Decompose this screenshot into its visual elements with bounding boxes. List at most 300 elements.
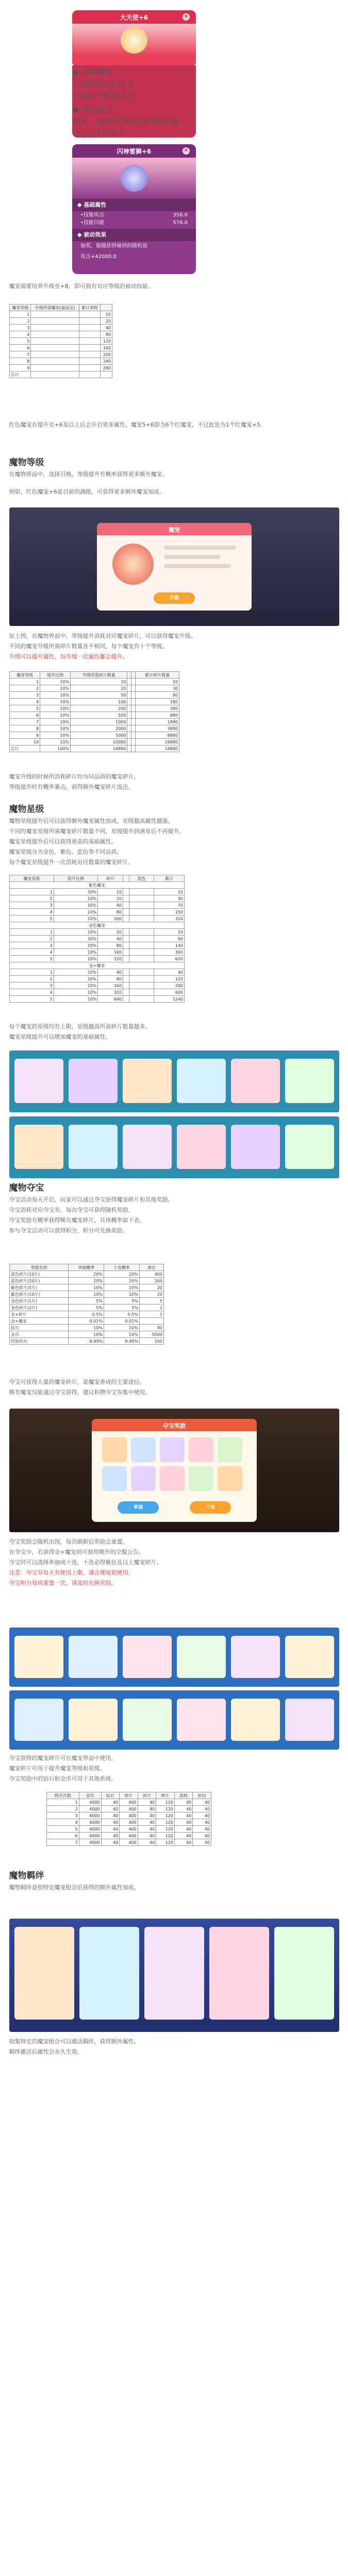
table-cell: 40 [154, 969, 185, 976]
table-row [47, 1799, 211, 1806]
table-cell: 620 [154, 956, 185, 962]
table-cell [127, 745, 131, 752]
paragraph: 在夺宝中，若获得金+魔宠则可获得额外的全服公告。 [9, 1549, 144, 1555]
table-row [10, 1331, 164, 1338]
paragraph: 不同的魔宠星级所需魔宠碎片数量不同，星级提升到满星后不再提升。 [9, 828, 185, 835]
paragraph: 夺宝活动每天开启，玩家可以通过夺宝获得魔宠碎片和其他奖励。 [9, 1196, 174, 1203]
table-row [10, 725, 179, 732]
table-cell: 累计消耗 [79, 304, 100, 311]
table-cell: 40 [193, 1806, 211, 1812]
table-cell: 3880 [136, 725, 179, 732]
table-cell [129, 976, 154, 982]
reward-tile [102, 1437, 127, 1462]
table-cell: 升级所需魔宠(最高至) [31, 304, 79, 311]
table-cell: 0.5% [104, 1311, 140, 1318]
table-cell: 10% [40, 719, 71, 725]
table-cell: 400 [120, 1799, 138, 1806]
table-cell [129, 936, 154, 942]
paragraph: 每个魔宠星级提升一次消耗对应数量的魔宠碎片。 [9, 859, 134, 866]
table-cell: 紫色碎片(10片) [10, 1291, 69, 1298]
table-cell: 1 [10, 969, 54, 976]
pet-card-2 [72, 144, 196, 274]
table-cell: 40 [101, 1806, 120, 1812]
table-cell [101, 371, 112, 378]
table-cell: 10% [54, 895, 98, 902]
table-cell [31, 345, 79, 351]
table-cell: 100 [139, 1338, 163, 1345]
star-screenshots-section [0, 1047, 348, 1181]
item-tile[interactable] [123, 1636, 172, 1678]
table-row [10, 1278, 164, 1284]
table-cell: 10% [54, 889, 98, 895]
passive-desc: 抽奖，能随获得碰到的随机值 [72, 116, 180, 126]
table-cell: 20% [104, 1278, 140, 1284]
table-row [10, 1325, 164, 1331]
table-cell: 120 [156, 1812, 175, 1819]
table-cell: 40 [98, 969, 123, 976]
table-cell: 1240 [154, 996, 185, 1003]
paragraph: 不同的魔宠升级所需碎片数量各不相同，每个魔宠有十个等级。 [9, 643, 168, 650]
text-block-9 [0, 1753, 348, 1792]
table-cell: 18880 [136, 745, 179, 752]
item-tile[interactable] [69, 1059, 118, 1103]
panel-title: 魔宠 [169, 527, 180, 533]
card1-stats-section [0, 67, 348, 139]
reward-tile [189, 1437, 213, 1462]
table-cell: 310 [154, 916, 185, 922]
table-cell: 40 [193, 1799, 211, 1806]
table-cell: 钻石 [101, 1792, 120, 1799]
section-bond [0, 1869, 348, 1916]
table-cell [131, 685, 136, 692]
table-cell: 2 [47, 1806, 79, 1812]
item-tile[interactable] [285, 1125, 334, 1169]
item-tile[interactable] [209, 1927, 269, 2020]
card1-stats [72, 65, 196, 138]
text-block-2 [0, 420, 348, 456]
item-tile[interactable] [285, 1636, 334, 1678]
table-cell: 40 [101, 1812, 120, 1819]
table-cell: 金+魔宠 [10, 1318, 69, 1325]
table-cell: 40 [193, 1812, 211, 1819]
table4-section [0, 1264, 348, 1377]
table-row [10, 1291, 164, 1298]
table-cell: 300 [154, 949, 185, 956]
table-cell: 0.5% [69, 1311, 104, 1318]
table-row [10, 996, 185, 1003]
level-table [9, 671, 179, 752]
item-tile[interactable] [69, 1699, 118, 1741]
table-cell: 80 [98, 942, 123, 949]
text-block-4 [0, 631, 348, 671]
table-row [47, 1839, 211, 1846]
table-cell: 50 [71, 692, 127, 699]
passive-extra: 攻击+4320.0 [72, 128, 125, 138]
card-art [72, 158, 196, 199]
passive-extra: 攻击+42000.0 [80, 254, 117, 260]
table-cell: 20% [104, 1271, 140, 1278]
table-cell: 40 [174, 1819, 193, 1826]
table-row [10, 1264, 164, 1271]
stat-row: •技能攻击 356.0 [80, 212, 188, 218]
item-tile[interactable] [231, 1636, 280, 1678]
table-cell: 魔宠等级 [10, 304, 31, 311]
item-tile[interactable] [14, 1699, 63, 1741]
table-cell: 2 [10, 936, 54, 942]
stat-row: •技能闪避 576.0 [80, 220, 188, 226]
table-row [10, 739, 179, 745]
item-tile[interactable] [14, 1059, 63, 1103]
table-row [47, 1806, 211, 1812]
item-tile[interactable] [14, 1927, 74, 2020]
treasure-popup [92, 1419, 257, 1522]
table-cell: 2 [139, 1304, 163, 1311]
paragraph: 夺宝消耗对应夺宝券，每次夺宝可获得随机奖励。 [9, 1207, 134, 1213]
ten-draw-button[interactable]: 十连 [190, 1501, 231, 1514]
text-block-7 [0, 1377, 348, 1405]
table-cell: 40 [174, 1826, 193, 1833]
table-cell [79, 311, 100, 318]
table-row [10, 1318, 164, 1325]
table-cell: 10 [10, 739, 40, 745]
table-cell [127, 739, 131, 745]
table-cell: 10% [54, 949, 98, 956]
table-cell: 5000 [71, 732, 127, 739]
upgrade-screenshot [9, 507, 339, 626]
table-cell: 蓝色碎片(10片) [10, 1271, 69, 1278]
item-tile[interactable] [231, 1699, 280, 1741]
table-cell: 10 [98, 889, 123, 895]
section-title: 魔物夺宝 [9, 1183, 44, 1193]
table-cell: 经验药水 [10, 1338, 69, 1345]
table-cell: 5% [69, 1298, 104, 1304]
treasure-screenshot [9, 1409, 339, 1532]
table-cell: 10% [40, 692, 71, 699]
table-row [10, 949, 185, 956]
item-tile[interactable] [123, 1059, 172, 1103]
table-cell: 80 [98, 976, 123, 982]
table-cell: 碎片 [138, 1792, 156, 1799]
text-block-6 [0, 1022, 348, 1047]
table-cell: 10000 [71, 739, 127, 745]
item-tile[interactable] [274, 1927, 334, 2020]
table-cell [129, 956, 154, 962]
table-row [10, 1311, 164, 1318]
star-table [9, 875, 185, 1003]
table-cell: 40 [174, 1839, 193, 1846]
table-cell: 80 [136, 692, 179, 699]
table-cell [127, 672, 131, 679]
pet-card-1 [72, 10, 196, 67]
item-tile[interactable] [123, 1699, 172, 1741]
table-cell: 魔宠星级 [10, 875, 54, 882]
table-cell: 10% [54, 909, 98, 916]
table-cell [123, 982, 129, 989]
table-cell: 3 [10, 902, 54, 909]
table-cell: 8 [10, 358, 31, 365]
table-cell [129, 895, 154, 902]
table-row [10, 679, 179, 685]
table-cell: 40 [101, 1819, 120, 1826]
table-cell [139, 1318, 163, 1325]
table-cell: 总计 [10, 371, 31, 378]
item-tile[interactable] [285, 1059, 334, 1103]
paragraph: 夺宝获得的魔宠碎片可在魔宠界面中使用。 [9, 1755, 117, 1761]
table-cell: 20 [139, 1291, 163, 1298]
card-art [72, 24, 196, 56]
table-cell: 4 [10, 949, 54, 956]
table-cell [123, 989, 129, 996]
table-cell [31, 365, 79, 371]
table-cell: 40 [138, 1812, 156, 1819]
table1-section [0, 304, 348, 420]
table-cell [123, 976, 129, 982]
table2-section [0, 671, 348, 772]
section-title: 魔物羁绊 [9, 1871, 44, 1881]
table-cell: 提升比例 [54, 875, 98, 882]
item-tile[interactable] [177, 1699, 226, 1741]
item-tile[interactable] [144, 1927, 204, 2020]
paragraph: 参与夺宝活动可以获得积分，积分可兑换奖励。 [9, 1227, 128, 1234]
card-title: 闪神雷狮+6 [72, 144, 196, 158]
table-row [47, 1826, 211, 1833]
pet-icon [121, 165, 147, 192]
item-tile[interactable] [14, 1636, 63, 1678]
table-cell: 0.01% [69, 1318, 104, 1325]
base-stats-head: ◆ 基础属性 [72, 67, 114, 77]
table-cell: 4 [10, 699, 40, 705]
table-cell: 10% [69, 1284, 104, 1291]
paragraph: 例如，红色魔宠+6是目前的满级，可获得更多额外魔宠加成。 [9, 488, 165, 495]
table-cell: 40 [101, 1799, 120, 1806]
table-row [10, 1338, 164, 1345]
table-cell: 碎片 [156, 1792, 175, 1799]
table-cell: 320 [98, 989, 123, 996]
upgrade-panel [97, 523, 252, 611]
table-cell: 40 [174, 1812, 193, 1819]
table3-section [0, 875, 348, 1022]
table-cell: 9.49% [104, 1338, 140, 1345]
table-cell: 1 [10, 679, 40, 685]
upgrade-button[interactable]: 升级 [154, 592, 195, 604]
item-tile[interactable] [231, 1125, 280, 1169]
table-cell: 10% [104, 1291, 140, 1298]
table-cell [123, 889, 129, 895]
table-cell: 4 [10, 331, 31, 338]
table-cell: 120 [156, 1839, 175, 1846]
table-row [10, 976, 185, 982]
table-cell: 10% [54, 942, 98, 949]
table-cell: 金色碎片(1片) [10, 1298, 69, 1304]
table-cell: 200 [71, 705, 127, 712]
table-cell: 10% [40, 712, 71, 719]
progress-bar [164, 555, 221, 559]
paragraph: 魔宠星级提升可以增加魔宠的基础属性。 [9, 1033, 111, 1040]
single-draw-button[interactable]: 单抽 [118, 1501, 159, 1514]
table-cell: 4 [10, 989, 54, 996]
table-cell: 10 [101, 311, 112, 318]
table-cell: 18880 [71, 745, 127, 752]
table-cell: 200 [139, 1278, 163, 1284]
table-row [10, 692, 179, 699]
table-cell: 9.49% [69, 1338, 104, 1345]
reward-tile [102, 1466, 127, 1491]
paragraph: 夺宝时可以选择单抽或十连，十连必得紫色及以上魔宠碎片。 [9, 1559, 162, 1566]
table-cell [131, 745, 136, 752]
table-cell [31, 325, 79, 331]
table-cell: 400 [120, 1826, 138, 1833]
table-cell: 140 [154, 942, 185, 949]
table-cell: 升级所需碎片数量 [71, 672, 127, 679]
item-tile[interactable] [69, 1636, 118, 1678]
upgrade-screenshot-section [0, 502, 348, 631]
table-cell [127, 699, 131, 705]
table-cell: 150 [154, 909, 185, 916]
table-cell [123, 909, 129, 916]
table-row [10, 365, 112, 371]
table-cell: 消耗 [174, 1792, 193, 1799]
table-cell [31, 331, 79, 338]
table-cell: 40 [138, 1819, 156, 1826]
table-cell: 累计 [154, 875, 185, 882]
paragraph-highlight: 注意：夺宝券每天有使用上限，请合理规划使用。 [9, 1569, 134, 1576]
table-cell: 10% [54, 929, 98, 936]
close-icon[interactable]: ✕ [183, 147, 190, 155]
table-row [10, 732, 179, 739]
table-cell: 10% [69, 1331, 104, 1338]
stat-row: •技能闪避432.0 [72, 91, 134, 100]
table-row [10, 358, 112, 365]
table-cell: 640 [98, 996, 123, 1003]
text-block-5 [0, 772, 348, 803]
table-cell: 10% [40, 699, 71, 705]
table-cell: 40 [138, 1826, 156, 1833]
table-cell: 600 [154, 989, 185, 996]
table-cell [131, 739, 136, 745]
table-row [10, 745, 179, 752]
table-cell [127, 705, 131, 712]
table-cell: 3 [47, 1812, 79, 1819]
table-cell [131, 672, 136, 679]
item-tile[interactable] [69, 1125, 118, 1169]
table-cell: 40 [174, 1833, 193, 1839]
table-row [10, 902, 185, 909]
table-cell: 10% [40, 725, 71, 732]
table-cell: 5 [47, 1826, 79, 1833]
table-cell: 160 [98, 916, 123, 922]
table-cell: 380 [136, 705, 179, 712]
passive-head: ◆ 被动效果 [72, 229, 196, 241]
table-cell: 5 [139, 1298, 163, 1304]
star-screenshot-1 [9, 1050, 339, 1112]
table-cell: 10 [136, 679, 179, 685]
table-cell: 折扣 [193, 1792, 211, 1799]
item-tile[interactable] [177, 1125, 226, 1169]
table-cell [129, 969, 154, 976]
text-block-10 [0, 2037, 348, 2078]
reward-tile [160, 1466, 185, 1491]
table-cell: 蓝色 [129, 875, 154, 882]
paragraph: 魔宠碎片可用于提升魔宠等级和星级。 [9, 1765, 106, 1772]
item-tile[interactable] [177, 1059, 226, 1103]
table-cell: 4 [10, 909, 54, 916]
table-cell: 0.01% [104, 1318, 140, 1325]
table-cell: 10% [54, 969, 98, 976]
table-cell: 3 [10, 692, 40, 699]
table-cell [131, 712, 136, 719]
table-cell [123, 969, 129, 976]
table-cell: 金币 [10, 1331, 69, 1338]
paragraph: 羁绊激活后属性会永久生效。 [9, 2048, 83, 2055]
table-cell [131, 699, 136, 705]
paragraph: 魔宠星级提升后可以获得更高的基础属性。 [9, 838, 117, 845]
passive-desc: 抽奖，能随获得碰到的随机值 [80, 243, 147, 249]
table-cell: 880 [136, 712, 179, 719]
table-cell: 40 [138, 1839, 156, 1846]
item-tile[interactable] [285, 1699, 334, 1741]
table-cell: 20% [69, 1271, 104, 1278]
table-cell: 400 [120, 1812, 138, 1819]
table-row [10, 1298, 164, 1304]
table-cell: 280 [101, 365, 112, 371]
table-row [10, 371, 112, 378]
table-cell: 单抽概率 [69, 1264, 104, 1271]
item-tile[interactable] [231, 1059, 280, 1103]
table-cell [123, 916, 129, 922]
table-cell: 10% [54, 936, 98, 942]
table-cell [129, 902, 154, 909]
table-cell: 10% [104, 1284, 140, 1291]
item-tile[interactable] [79, 1927, 139, 2020]
table-cell: 200 [101, 351, 112, 358]
paragraph: 稀有魔宠仅能通过夺宝获得，建议积攒夺宝券集中使用。 [9, 1389, 151, 1396]
table-cell [129, 949, 154, 956]
table-row [10, 705, 179, 712]
shop-screenshot-1 [9, 1628, 339, 1687]
close-icon[interactable]: ✕ [183, 13, 190, 21]
table-cell: 碎片 [98, 875, 123, 882]
table-cell: 100 [71, 699, 127, 705]
table-cell: 40 [101, 325, 112, 331]
reward-tile [131, 1437, 156, 1462]
table-cell [131, 732, 136, 739]
item-tile[interactable] [177, 1636, 226, 1678]
table-row [10, 936, 185, 942]
table-cell: 5 [10, 996, 54, 1003]
table-cell: 备注 [139, 1264, 163, 1271]
table-cell: 80 [139, 1325, 163, 1331]
table-cell: 5% [104, 1304, 140, 1311]
item-tile[interactable] [14, 1125, 63, 1169]
paragraph: 等级提升时有概率暴击，获得额外魔宠碎片返还。 [9, 784, 134, 790]
table-cell: 180 [136, 699, 179, 705]
table-row [10, 889, 185, 895]
table-cell: 1880 [136, 719, 179, 725]
table-row [10, 909, 185, 916]
table-cell: 4 [47, 1819, 79, 1826]
table-cell: 紫色魔宠 [10, 882, 185, 889]
table-cell: 10% [54, 956, 98, 962]
table-cell: 金色魔宠 [10, 922, 185, 929]
table-cell: 60 [154, 936, 185, 942]
table-cell: 10% [54, 916, 98, 922]
paragraph: 夺宝奖励会随机出现，每次刷新后奖励会重置。 [9, 1538, 128, 1545]
table-cell: 20 [98, 929, 123, 936]
table-row [10, 719, 179, 725]
table-cell: 金+魔宠 [10, 962, 185, 969]
item-tile[interactable] [123, 1125, 172, 1169]
table-row [10, 325, 112, 331]
